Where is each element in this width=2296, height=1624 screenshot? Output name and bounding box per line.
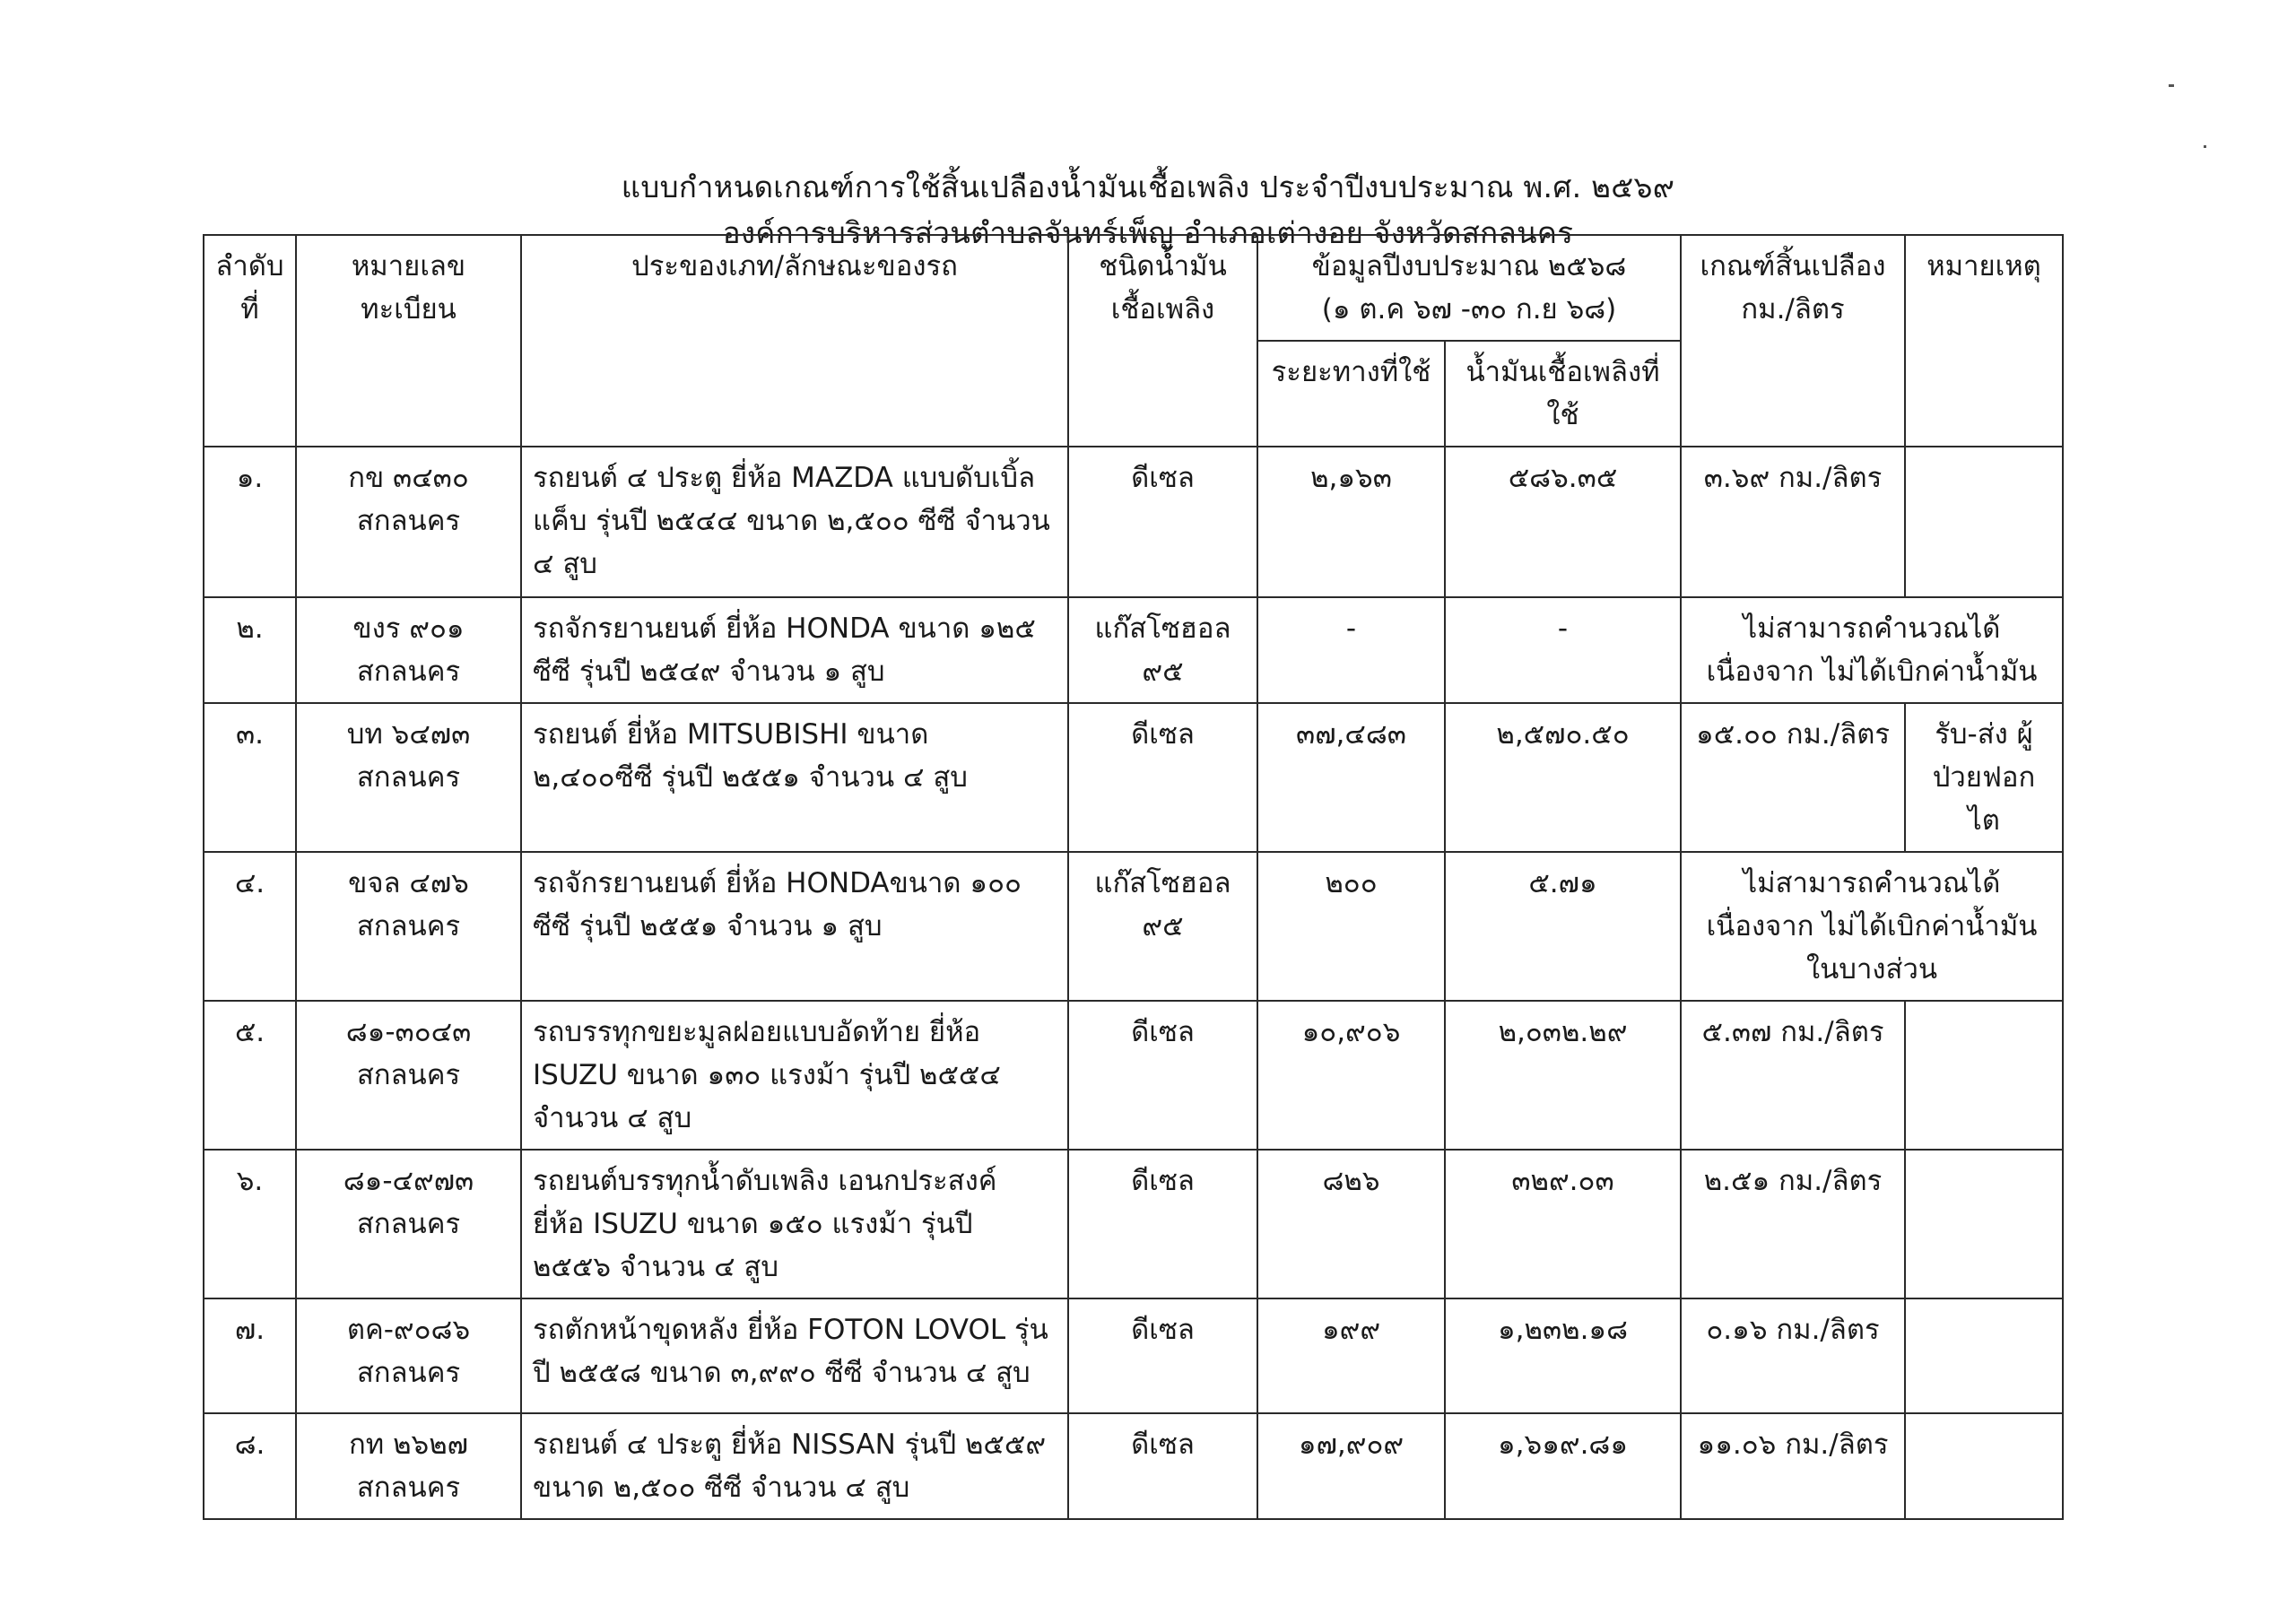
cell-fuel-type: แก๊สโซฮอล ๙๕ <box>1068 852 1257 1001</box>
cell-distance: ๑๐,๙๐๖ <box>1257 1001 1445 1150</box>
cell-description: รถตักหน้าขุดหลัง ยี่ห้อ FOTON LOVOL รุ่นปี ๒๕๕๘ ขนาด ๓,๙๙๐ ซีซี จำนวน ๔ สูบ <box>521 1298 1068 1413</box>
scan-speck <box>2204 145 2206 148</box>
fuel-consumption-table <box>203 234 2064 1520</box>
cell-fuel-used: ๑,๖๑๙.๘๑ <box>1445 1413 1681 1519</box>
table-row <box>204 1298 2063 1413</box>
cell-distance: ๘๒๖ <box>1257 1150 1445 1298</box>
cell-order: ๗. <box>204 1298 296 1413</box>
plate-province: สกลนคร <box>356 910 461 942</box>
budget-data-label: ข้อมูลปีงบประมาณ ๒๕๖๘ <box>1311 250 1627 282</box>
plate-province: สกลนคร <box>356 1357 461 1389</box>
cell-order: ๒. <box>204 597 296 703</box>
cell-plate <box>296 1150 521 1298</box>
cell-fuel-type: ดีเซล <box>1068 703 1257 852</box>
budget-period-label: (๑ ต.ค ๖๗ -๓๐ ก.ย ๖๘) <box>1321 293 1617 326</box>
cell-distance: ๒๐๐ <box>1257 852 1445 1001</box>
cell-distance: ๑๙๙ <box>1257 1298 1445 1413</box>
cell-merged-note: ไม่สามารถคำนวณได้เนื่องจาก ไม่ได้เบิกค่าน้ำมันในบางส่วน <box>1681 852 2063 1001</box>
plate-number: กท ๒๖๒๗ <box>349 1429 468 1461</box>
cell-order: ๔. <box>204 852 296 1001</box>
cell-remark <box>1905 1001 2063 1150</box>
plate-province: สกลนคร <box>356 1059 461 1091</box>
cell-description: รถยนต์ ๔ ประตู ยี่ห้อ MAZDA แบบดับเบิ้ล แค็บ รุ่นปี ๒๕๔๔ ขนาด ๒,๕๐๐ ซีซี จำนวน ๔ สูบ <box>521 447 1068 597</box>
cell-order: ๘. <box>204 1413 296 1519</box>
cell-fuel-type: ดีเซล <box>1068 1413 1257 1519</box>
cell-plate <box>296 1298 521 1413</box>
plate-number: ๘๑-๓๐๔๓ <box>345 1016 472 1048</box>
header-budget-data <box>1257 235 1681 341</box>
cell-order: ๓. <box>204 703 296 852</box>
cell-description: รถจักรยานยนต์ ยี่ห้อ HONDA ขนาด ๑๒๕ ซีซี รุ่นปี ๒๕๔๙ จำนวน ๑ สูบ <box>521 597 1068 703</box>
cell-order: ๖. <box>204 1150 296 1298</box>
cell-distance: - <box>1257 597 1445 703</box>
table-row <box>204 597 2063 703</box>
cell-remark <box>1905 1298 2063 1413</box>
cell-description: รถยนต์ ๔ ประตู ยี่ห้อ NISSAN รุ่นปี ๒๕๕๙ ขนาด ๒,๕๐๐ ซีซี จำนวน ๔ สูบ <box>521 1413 1068 1519</box>
cell-plate <box>296 1001 521 1150</box>
cell-distance: ๒,๑๖๓ <box>1257 447 1445 597</box>
cell-description: รถบรรทุกขยะมูลฝอยแบบอัดท้าย ยี่ห้อ ISUZU ขนาด ๑๓๐ แรงม้า รุ่นปี ๒๕๕๔ จำนวน ๔ สูบ <box>521 1001 1068 1150</box>
cell-plate <box>296 1413 521 1519</box>
cell-merged-note: ไม่สามารถคำนวณได้เนื่องจาก ไม่ได้เบิกค่าน้ำมัน <box>1681 597 2063 703</box>
table-row <box>204 852 2063 1001</box>
cell-plate <box>296 852 521 1001</box>
cell-fuel-used: ๕๘๖.๓๕ <box>1445 447 1681 597</box>
plate-province: สกลนคร <box>356 761 461 794</box>
cell-rate: ๑๕.๐๐ กม./ลิตร <box>1681 703 1905 852</box>
plate-province: สกลนคร <box>356 656 461 688</box>
plate-number: ๘๑-๔๙๗๓ <box>343 1165 474 1197</box>
table-row <box>204 1150 2063 1298</box>
header-plate: หมายเลข ทะเบียน <box>296 235 521 447</box>
cell-rate: ๐.๑๖ กม./ลิตร <box>1681 1298 1905 1413</box>
cell-fuel-type: ดีเซล <box>1068 1001 1257 1150</box>
plate-number: ขจล ๔๗๖ <box>348 867 469 899</box>
cell-plate <box>296 447 521 597</box>
cell-fuel-used: ๒,๐๓๒.๒๙ <box>1445 1001 1681 1150</box>
cell-plate <box>296 703 521 852</box>
document-subtitle: องค์การบริหารส่วนตำบลจันทร์เพ็ญ อำเภอเต่างอย จังหวัดสกลนคร <box>722 215 1574 250</box>
cell-rate: ๓.๖๙ กม./ลิตร <box>1681 447 1905 597</box>
table-row <box>204 703 2063 852</box>
cell-fuel-used: ๑,๒๓๒.๑๘ <box>1445 1298 1681 1413</box>
header-fuel-type: ชนิดน้ำมัน เชื้อเพลิง <box>1068 235 1257 447</box>
cell-rate: ๑๑.๐๖ กม./ลิตร <box>1681 1413 1905 1519</box>
header-order: ลำดับ ที่ <box>204 235 296 447</box>
cell-fuel-used: ๒,๕๗๐.๕๐ <box>1445 703 1681 852</box>
cell-order: ๕. <box>204 1001 296 1150</box>
plate-province: สกลนคร <box>356 505 461 537</box>
cell-remark <box>1905 1150 2063 1298</box>
plate-province: สกลนคร <box>356 1472 461 1504</box>
cell-description: รถจักรยานยนต์ ยี่ห้อ HONDAขนาด ๑๐๐ ซีซี รุ่นปี ๒๕๕๑ จำนวน ๑ สูบ <box>521 852 1068 1001</box>
scan-speck <box>2169 84 2174 87</box>
plate-province: สกลนคร <box>356 1208 461 1240</box>
cell-remark: รับ-ส่ง ผู้ป่วยฟอกไต <box>1905 703 2063 852</box>
cell-fuel-type: ดีเซล <box>1068 1298 1257 1413</box>
cell-description: รถยนต์บรรทุกน้ำดับเพลิง เอนกประสงค์ ยี่ห้อ ISUZU ขนาด ๑๕๐ แรงม้า รุ่นปี ๒๕๕๖ จำนวน ๔ สูบ <box>521 1150 1068 1298</box>
cell-fuel-type: แก๊สโซฮอล ๙๕ <box>1068 597 1257 703</box>
cell-description: รถยนต์ ยี่ห้อ MITSUBISHI ขนาด ๒,๔๐๐ซีซี รุ่นปี ๒๕๕๑ จำนวน ๔ สูบ <box>521 703 1068 852</box>
cell-plate <box>296 597 521 703</box>
cell-rate: ๒.๕๑ กม./ลิตร <box>1681 1150 1905 1298</box>
plate-number: บท ๖๔๗๓ <box>346 718 471 751</box>
plate-number: ขงร ๙๐๑ <box>352 612 465 645</box>
header-remark: หมายเหตุ <box>1905 235 2063 447</box>
cell-remark <box>1905 447 2063 597</box>
cell-rate: ๕.๓๗ กม./ลิตร <box>1681 1001 1905 1150</box>
header-consumption-rate: เกณฑ์สิ้นเปลือง กม./ลิตร <box>1681 235 1905 447</box>
table-row <box>204 1413 2063 1519</box>
plate-number: กข ๓๔๓๐ <box>348 462 469 494</box>
plate-number: ตค-๙๐๘๖ <box>346 1314 471 1346</box>
table-row <box>204 1001 2063 1150</box>
header-distance: ระยะทางที่ใช้ <box>1257 341 1445 447</box>
cell-distance: ๑๗,๙๐๙ <box>1257 1413 1445 1519</box>
cell-fuel-used: ๓๒๙.๐๓ <box>1445 1150 1681 1298</box>
document-title: แบบกำหนดเกณฑ์การใช้สิ้นเปลืองน้ำมันเชื้อเพลิง ประจำปีงบประมาณ พ.ศ. ๒๕๖๙ <box>621 169 1675 204</box>
table-row <box>204 447 2063 597</box>
cell-distance: ๓๗,๔๘๓ <box>1257 703 1445 852</box>
header-vehicle-type: ประของเภท/ลักษณะของรถ <box>521 235 1068 447</box>
cell-fuel-type: ดีเซล <box>1068 447 1257 597</box>
cell-remark <box>1905 1413 2063 1519</box>
cell-fuel-used: ๕.๗๑ <box>1445 852 1681 1001</box>
cell-fuel-used: - <box>1445 597 1681 703</box>
cell-order: ๑. <box>204 447 296 597</box>
cell-fuel-type: ดีเซล <box>1068 1150 1257 1298</box>
header-fuel-used: น้ำมันเชื้อเพลิงที่ใช้ <box>1445 341 1681 447</box>
